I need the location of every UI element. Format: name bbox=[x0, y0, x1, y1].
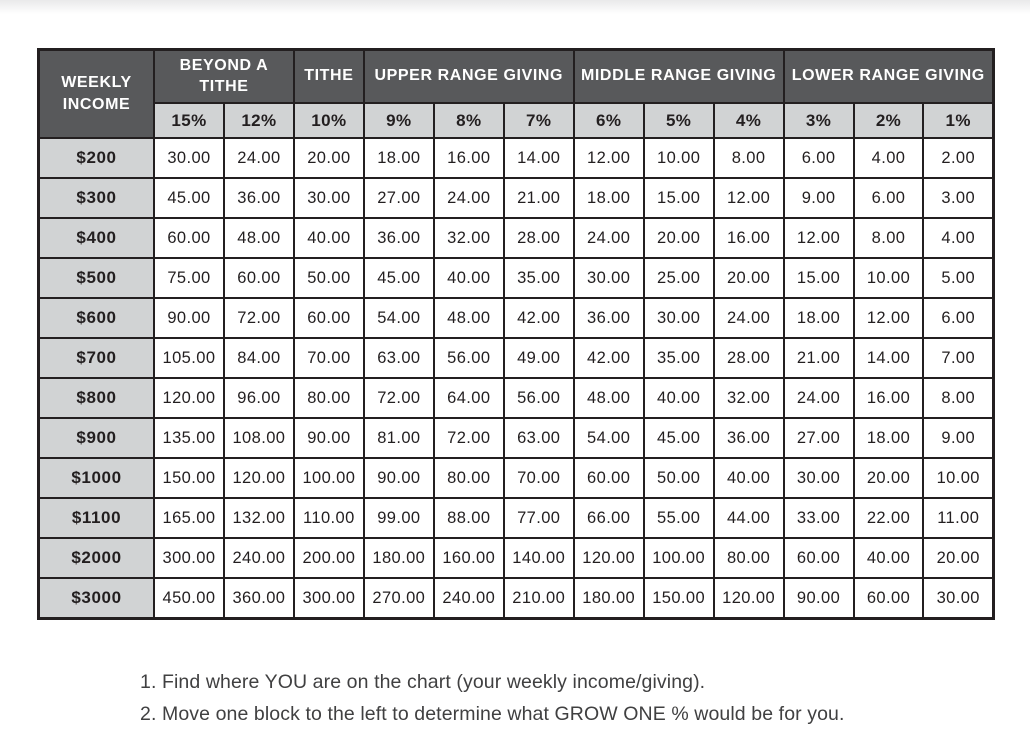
value-cell: 40.00 bbox=[714, 458, 784, 498]
value-cell: 32.00 bbox=[714, 378, 784, 418]
value-cell: 18.00 bbox=[574, 178, 644, 218]
value-cell: 50.00 bbox=[644, 458, 714, 498]
value-cell: 30.00 bbox=[644, 298, 714, 338]
value-cell: 60.00 bbox=[294, 298, 364, 338]
table-row bbox=[39, 258, 994, 298]
percent-header-cell: 6% bbox=[574, 103, 644, 138]
value-cell: 63.00 bbox=[364, 338, 434, 378]
giving-table-body bbox=[39, 138, 994, 619]
value-cell: 165.00 bbox=[154, 498, 224, 538]
value-cell: 15.00 bbox=[784, 258, 854, 298]
value-cell: 80.00 bbox=[294, 378, 364, 418]
table-row bbox=[39, 378, 994, 418]
value-cell: 60.00 bbox=[574, 458, 644, 498]
value-cell: 160.00 bbox=[434, 538, 504, 578]
income-cell: $900 bbox=[39, 418, 155, 458]
value-cell: 150.00 bbox=[154, 458, 224, 498]
value-cell: 27.00 bbox=[784, 418, 854, 458]
value-cell: 66.00 bbox=[574, 498, 644, 538]
value-cell: 60.00 bbox=[224, 258, 294, 298]
value-cell: 8.00 bbox=[854, 218, 924, 258]
income-cell: $300 bbox=[39, 178, 155, 218]
value-cell: 21.00 bbox=[784, 338, 854, 378]
value-cell: 42.00 bbox=[504, 298, 574, 338]
value-cell: 63.00 bbox=[504, 418, 574, 458]
value-cell: 210.00 bbox=[504, 578, 574, 619]
value-cell: 12.00 bbox=[784, 218, 854, 258]
table-row bbox=[39, 338, 994, 378]
instruction-line-1: 1. Find where YOU are on the chart (your weekly income/giving). bbox=[140, 671, 706, 693]
value-cell: 25.00 bbox=[644, 258, 714, 298]
income-cell: $3000 bbox=[39, 578, 155, 619]
value-cell: 75.00 bbox=[154, 258, 224, 298]
value-cell: 24.00 bbox=[574, 218, 644, 258]
corner-header-weekly-income: WEEKLY INCOME bbox=[39, 50, 155, 139]
value-cell: 49.00 bbox=[504, 338, 574, 378]
value-cell: 72.00 bbox=[224, 298, 294, 338]
value-cell: 22.00 bbox=[854, 498, 924, 538]
instruction-line-2: 2. Move one block to the left to determine what GROW ONE % would be for you. bbox=[140, 703, 845, 725]
value-cell: 135.00 bbox=[154, 418, 224, 458]
value-cell: 6.00 bbox=[784, 138, 854, 178]
value-cell: 81.00 bbox=[364, 418, 434, 458]
value-cell: 450.00 bbox=[154, 578, 224, 619]
value-cell: 36.00 bbox=[224, 178, 294, 218]
value-cell: 12.00 bbox=[714, 178, 784, 218]
value-cell: 27.00 bbox=[364, 178, 434, 218]
percent-header-cell: 15% bbox=[154, 103, 224, 138]
value-cell: 24.00 bbox=[434, 178, 504, 218]
percent-header-cell: 12% bbox=[224, 103, 294, 138]
value-cell: 240.00 bbox=[224, 538, 294, 578]
value-cell: 100.00 bbox=[294, 458, 364, 498]
value-cell: 14.00 bbox=[854, 338, 924, 378]
value-cell: 14.00 bbox=[504, 138, 574, 178]
value-cell: 6.00 bbox=[923, 298, 993, 338]
value-cell: 100.00 bbox=[644, 538, 714, 578]
value-cell: 24.00 bbox=[224, 138, 294, 178]
value-cell: 16.00 bbox=[714, 218, 784, 258]
income-cell: $1000 bbox=[39, 458, 155, 498]
percent-header-cell: 10% bbox=[294, 103, 364, 138]
value-cell: 11.00 bbox=[923, 498, 993, 538]
value-cell: 12.00 bbox=[854, 298, 924, 338]
value-cell: 4.00 bbox=[854, 138, 924, 178]
value-cell: 40.00 bbox=[854, 538, 924, 578]
value-cell: 36.00 bbox=[574, 298, 644, 338]
value-cell: 10.00 bbox=[923, 458, 993, 498]
table-row bbox=[39, 298, 994, 338]
value-cell: 360.00 bbox=[224, 578, 294, 619]
income-cell: $700 bbox=[39, 338, 155, 378]
value-cell: 140.00 bbox=[504, 538, 574, 578]
value-cell: 270.00 bbox=[364, 578, 434, 619]
value-cell: 16.00 bbox=[434, 138, 504, 178]
value-cell: 40.00 bbox=[434, 258, 504, 298]
value-cell: 50.00 bbox=[294, 258, 364, 298]
value-cell: 28.00 bbox=[504, 218, 574, 258]
percent-header-cell: 5% bbox=[644, 103, 714, 138]
value-cell: 60.00 bbox=[784, 538, 854, 578]
value-cell: 54.00 bbox=[364, 298, 434, 338]
value-cell: 88.00 bbox=[434, 498, 504, 538]
value-cell: 40.00 bbox=[294, 218, 364, 258]
value-cell: 8.00 bbox=[923, 378, 993, 418]
value-cell: 90.00 bbox=[154, 298, 224, 338]
value-cell: 7.00 bbox=[923, 338, 993, 378]
value-cell: 120.00 bbox=[574, 538, 644, 578]
value-cell: 44.00 bbox=[714, 498, 784, 538]
value-cell: 30.00 bbox=[784, 458, 854, 498]
table-row bbox=[39, 578, 994, 619]
percent-header-row bbox=[39, 103, 994, 138]
value-cell: 18.00 bbox=[784, 298, 854, 338]
percent-header-cell: 4% bbox=[714, 103, 784, 138]
group-header-cell: BEYOND A TITHE bbox=[154, 50, 294, 104]
group-header-cell: MIDDLE RANGE GIVING bbox=[574, 50, 784, 104]
value-cell: 32.00 bbox=[434, 218, 504, 258]
instructions-block bbox=[140, 666, 845, 730]
value-cell: 70.00 bbox=[294, 338, 364, 378]
income-cell: $400 bbox=[39, 218, 155, 258]
value-cell: 40.00 bbox=[644, 378, 714, 418]
income-cell: $800 bbox=[39, 378, 155, 418]
table-row bbox=[39, 498, 994, 538]
table-row bbox=[39, 178, 994, 218]
value-cell: 45.00 bbox=[644, 418, 714, 458]
value-cell: 84.00 bbox=[224, 338, 294, 378]
group-header-row bbox=[39, 50, 994, 104]
percent-header-cell: 3% bbox=[784, 103, 854, 138]
group-header-cell: UPPER RANGE GIVING bbox=[364, 50, 574, 104]
value-cell: 300.00 bbox=[294, 578, 364, 619]
table-row bbox=[39, 458, 994, 498]
table-row bbox=[39, 418, 994, 458]
value-cell: 16.00 bbox=[854, 378, 924, 418]
income-cell: $1100 bbox=[39, 498, 155, 538]
page-top-shadow bbox=[0, 0, 1030, 14]
value-cell: 72.00 bbox=[434, 418, 504, 458]
value-cell: 30.00 bbox=[294, 178, 364, 218]
value-cell: 180.00 bbox=[574, 578, 644, 619]
value-cell: 24.00 bbox=[784, 378, 854, 418]
value-cell: 42.00 bbox=[574, 338, 644, 378]
value-cell: 15.00 bbox=[644, 178, 714, 218]
value-cell: 45.00 bbox=[364, 258, 434, 298]
value-cell: 80.00 bbox=[434, 458, 504, 498]
income-cell: $500 bbox=[39, 258, 155, 298]
value-cell: 30.00 bbox=[923, 578, 993, 619]
table-row bbox=[39, 538, 994, 578]
value-cell: 35.00 bbox=[504, 258, 574, 298]
value-cell: 105.00 bbox=[154, 338, 224, 378]
value-cell: 240.00 bbox=[434, 578, 504, 619]
value-cell: 120.00 bbox=[154, 378, 224, 418]
group-header-cell: LOWER RANGE GIVING bbox=[784, 50, 994, 104]
percent-header-cell: 1% bbox=[923, 103, 993, 138]
value-cell: 20.00 bbox=[923, 538, 993, 578]
value-cell: 110.00 bbox=[294, 498, 364, 538]
value-cell: 300.00 bbox=[154, 538, 224, 578]
value-cell: 48.00 bbox=[224, 218, 294, 258]
value-cell: 20.00 bbox=[714, 258, 784, 298]
value-cell: 20.00 bbox=[644, 218, 714, 258]
income-cell: $2000 bbox=[39, 538, 155, 578]
value-cell: 77.00 bbox=[504, 498, 574, 538]
value-cell: 180.00 bbox=[364, 538, 434, 578]
value-cell: 3.00 bbox=[923, 178, 993, 218]
value-cell: 18.00 bbox=[854, 418, 924, 458]
value-cell: 120.00 bbox=[714, 578, 784, 619]
value-cell: 48.00 bbox=[434, 298, 504, 338]
giving-table-header bbox=[39, 50, 994, 139]
value-cell: 150.00 bbox=[644, 578, 714, 619]
value-cell: 56.00 bbox=[434, 338, 504, 378]
value-cell: 64.00 bbox=[434, 378, 504, 418]
value-cell: 60.00 bbox=[154, 218, 224, 258]
value-cell: 20.00 bbox=[294, 138, 364, 178]
value-cell: 60.00 bbox=[854, 578, 924, 619]
value-cell: 8.00 bbox=[714, 138, 784, 178]
value-cell: 45.00 bbox=[154, 178, 224, 218]
value-cell: 20.00 bbox=[854, 458, 924, 498]
value-cell: 48.00 bbox=[574, 378, 644, 418]
value-cell: 30.00 bbox=[154, 138, 224, 178]
value-cell: 108.00 bbox=[224, 418, 294, 458]
value-cell: 90.00 bbox=[294, 418, 364, 458]
value-cell: 132.00 bbox=[224, 498, 294, 538]
income-cell: $600 bbox=[39, 298, 155, 338]
value-cell: 200.00 bbox=[294, 538, 364, 578]
table-row bbox=[39, 138, 994, 178]
group-header-cell: TITHE bbox=[294, 50, 364, 104]
value-cell: 6.00 bbox=[854, 178, 924, 218]
percent-header-cell: 2% bbox=[854, 103, 924, 138]
value-cell: 28.00 bbox=[714, 338, 784, 378]
value-cell: 72.00 bbox=[364, 378, 434, 418]
value-cell: 33.00 bbox=[784, 498, 854, 538]
value-cell: 2.00 bbox=[923, 138, 993, 178]
value-cell: 10.00 bbox=[854, 258, 924, 298]
value-cell: 96.00 bbox=[224, 378, 294, 418]
value-cell: 9.00 bbox=[784, 178, 854, 218]
value-cell: 56.00 bbox=[504, 378, 574, 418]
percent-header-cell: 7% bbox=[504, 103, 574, 138]
value-cell: 12.00 bbox=[574, 138, 644, 178]
value-cell: 90.00 bbox=[364, 458, 434, 498]
table-row bbox=[39, 218, 994, 258]
value-cell: 21.00 bbox=[504, 178, 574, 218]
value-cell: 99.00 bbox=[364, 498, 434, 538]
percent-header-cell: 9% bbox=[364, 103, 434, 138]
value-cell: 36.00 bbox=[714, 418, 784, 458]
value-cell: 90.00 bbox=[784, 578, 854, 619]
weekly-giving-table bbox=[37, 48, 995, 620]
value-cell: 24.00 bbox=[714, 298, 784, 338]
value-cell: 70.00 bbox=[504, 458, 574, 498]
value-cell: 120.00 bbox=[224, 458, 294, 498]
value-cell: 9.00 bbox=[923, 418, 993, 458]
value-cell: 30.00 bbox=[574, 258, 644, 298]
value-cell: 35.00 bbox=[644, 338, 714, 378]
value-cell: 5.00 bbox=[923, 258, 993, 298]
value-cell: 80.00 bbox=[714, 538, 784, 578]
value-cell: 54.00 bbox=[574, 418, 644, 458]
value-cell: 18.00 bbox=[364, 138, 434, 178]
value-cell: 4.00 bbox=[923, 218, 993, 258]
income-cell: $200 bbox=[39, 138, 155, 178]
percent-header-cell: 8% bbox=[434, 103, 504, 138]
value-cell: 36.00 bbox=[364, 218, 434, 258]
value-cell: 55.00 bbox=[644, 498, 714, 538]
value-cell: 10.00 bbox=[644, 138, 714, 178]
